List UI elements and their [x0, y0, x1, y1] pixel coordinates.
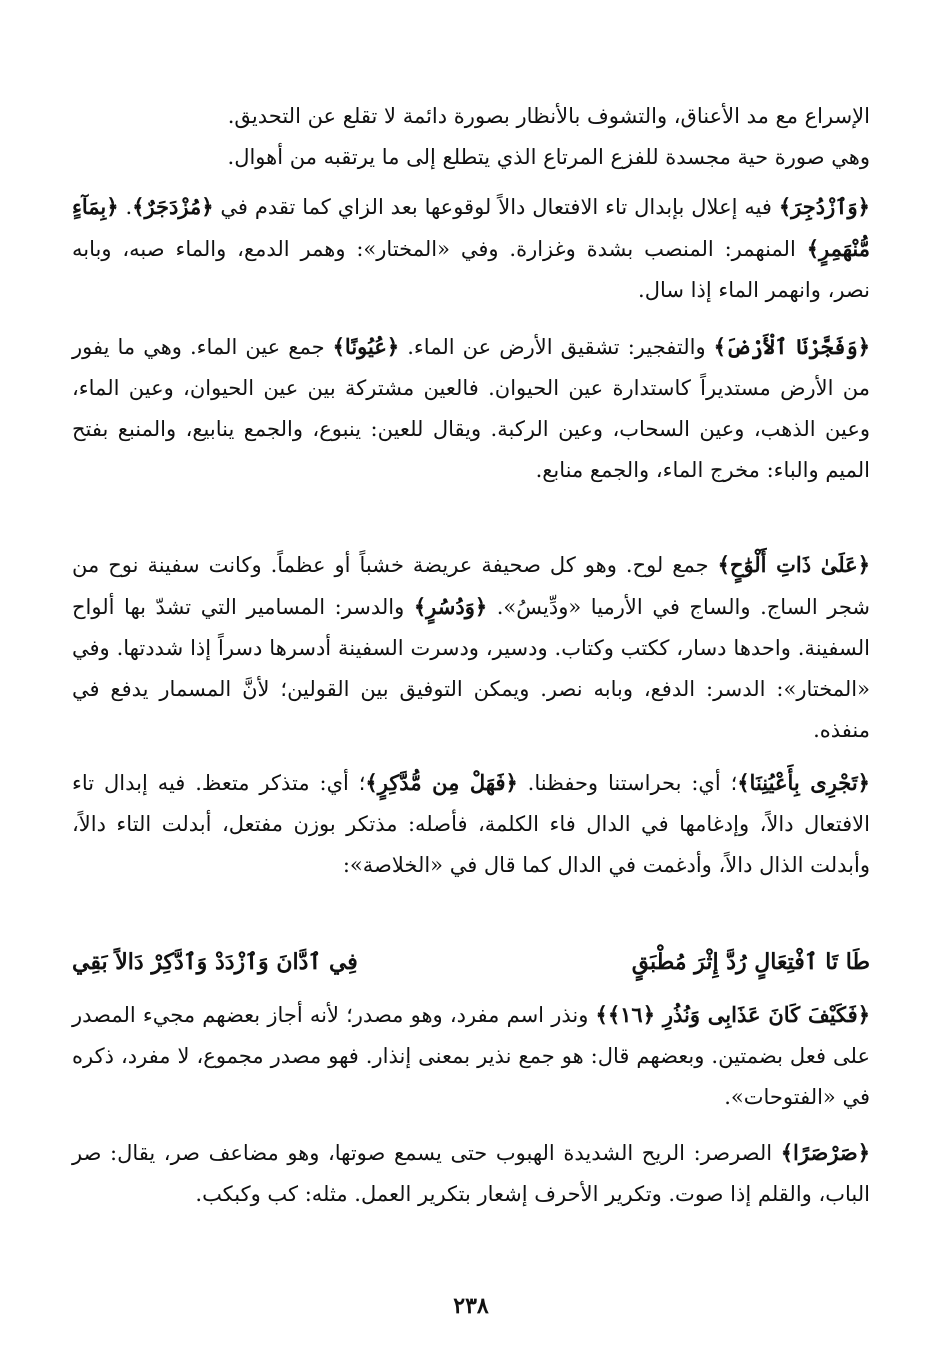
paragraph-1	[72, 96, 870, 178]
commentary-text: جمع عين الماء. وهي ما يفور من الأرض مستديراً كاستدارة عين الحيوان. فالعين مشتركة بين عين الحيوان، وعين الماء، وعين الذهب، وعين السحاب، وعين الركبة. ويقال للعين: ينبوع، والجمع ينابيع، والمنبع بفتح الميم والباء: مخرج الماء، والجمع منابع.	[72, 335, 870, 482]
commentary-text: .	[118, 195, 133, 219]
commentary-text: والدسر: المسامير التي تشدّ بها ألواح السفينة. واحدها دسار، ككتب وكتاب. ودسير، ودسرت السفينة أدسرها دسراً إذا شددتها. وفي «المختار»: الدسر: الدفع، وبابه نصر. ويمكن التوفيق بين القولين؛ لأنَّ المسمار يدفع في منفذه.	[72, 595, 870, 742]
paragraph-2-text	[72, 186, 870, 311]
page-number: ٢٣٨	[453, 1293, 489, 1319]
quran-quote: ﴿بِمَآءٍ مُّنْهَمِرٍ﴾	[72, 194, 870, 261]
paragraph-6-text	[72, 994, 870, 1118]
quran-quote: ﴿صَرْصَرًا﴾	[780, 1140, 870, 1165]
poem-hemistich-right: طَا تَا ٱفْتِعَالٍ رُدَّ إِثْرَ مُطْبَقٍ	[631, 949, 870, 975]
quran-quote: ﴿مُزْدَجَرٌ﴾	[132, 194, 214, 219]
quran-quote: ﴿فَهَلْ مِن مُّدَّكِرٍ﴾	[365, 770, 518, 795]
paragraph-5	[72, 762, 870, 886]
commentary-text: جمع لوح. وهو كل صحيفة عريضة خشباً أو عظماً. وكانت سفينة نوح من شجر الساج. والساج في الأرميا «ودِّيسُ».	[72, 553, 870, 619]
paragraph-3	[72, 326, 870, 491]
paragraph-6	[72, 994, 870, 1118]
paragraph-3-text	[72, 326, 870, 491]
quran-quote: ﴿وَدُسُرٍ﴾	[413, 594, 488, 619]
commentary-text: والتفجير: تشقيق الأرض عن الماء.	[399, 335, 714, 359]
paragraph-4	[72, 544, 870, 751]
quran-quote: ﴿عَلَىٰ ذَاتِ أَلْوَٰحٍ﴾	[717, 552, 871, 577]
quran-quote: ﴿تَجْرِى بِأَعْيُنِنَا﴾	[737, 770, 870, 795]
commentary-text: المنهمر: المنصب بشدة وغزارة. وفي «المختار»: وهمر الدمع، والماء صبه، وبابه نصر، وانهمر الماء إذا سال.	[72, 237, 870, 302]
paragraph-7-text	[72, 1132, 870, 1215]
quran-quote: ﴿فَكَيْفَ كَانَ عَذَابِى وَنُذُرِ ﴿١٦﴾﴾	[595, 1002, 870, 1027]
paragraph-1-line-2: وهي صورة حية مجسدة للفزع المرتاع الذي يتطلع إلى ما يرتقبه من أهوال.	[227, 145, 870, 169]
quran-quote: ﴿وَٱزْدُجِرَ﴾	[778, 194, 870, 219]
commentary-text: فيه إعلال بإبدال تاء الافتعال دالاً لوقوعها بعد الزاي كما تقدم في	[213, 195, 779, 219]
commentary-text: ؛ أي: بحراستنا وحفظنا.	[517, 771, 738, 795]
commentary-text: ونذر اسم مفرد، وهو مصدر؛ لأنه أجاز بعضهم مجيء المصدر على فعل بضمتين. وبعضهم قال: هو جمع نذير بمعنى إنذار. فهو مصدر مجموع، لا مفرد، ذكره في «الفتوحات».	[72, 1003, 870, 1109]
paragraph-4-text	[72, 544, 870, 751]
quran-quote: ﴿وَفَجَّرْنَا ٱلْأَرْضَ﴾	[713, 334, 871, 359]
paragraph-2	[72, 186, 870, 311]
poem-hemistich-left: فِي ٱدَّانَ وَٱزْدَدْ وَٱدَّكِرْ دَالاً بَقِي	[72, 949, 358, 975]
paragraph-5-text	[72, 762, 870, 886]
paragraph-1-line-1: الإسراع مع مد الأعناق، والتشوف بالأنظار بصورة دائمة لا تقلع عن التحديق.	[227, 104, 870, 128]
poem-verse	[72, 942, 870, 982]
paragraph-7	[72, 1132, 870, 1215]
commentary-text: ؛ أي: متذكر متعظ. فيه إبدال تاء الافتعال دالاً، وإدغامها في الدال فاء الكلمة، فأصله: مذتكر بوزن مفتعل، أبدلت التاء دالاً، وأبدلت الذال دالاً، وأدغمت في الدال كما قال في «الخلاصة»:	[72, 771, 870, 877]
quran-quote: ﴿عُيُونًا﴾	[332, 334, 400, 359]
commentary-text: الصرصر: الريح الشديدة الهبوب حتى يسمع صوتها، وهو مضاعف صر، يقال: صر الباب، والقلم إذا صوت. وتكرير الأحرف إشعار بتكرير العمل. مثله: كب وكبكب.	[72, 1141, 870, 1206]
